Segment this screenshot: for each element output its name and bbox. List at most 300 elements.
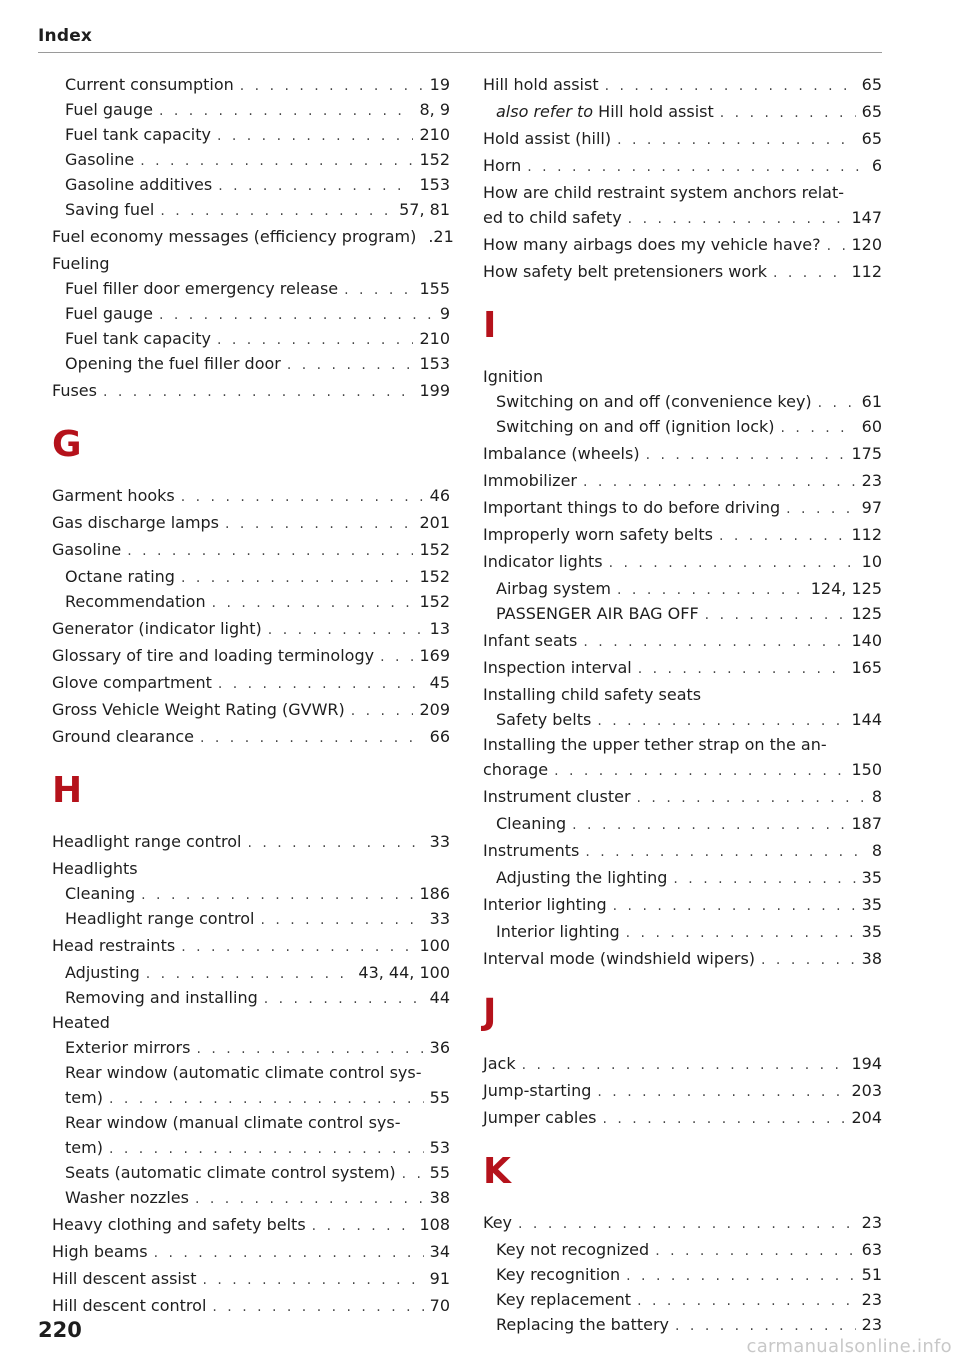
entry-page-number: 10 <box>861 552 882 571</box>
entry-label: Fuel tank capacity <box>65 125 211 144</box>
index-entry <box>52 510 450 535</box>
entry-label: Gross Vehicle Weight Rating (GVWR) <box>52 700 345 719</box>
entry-label: Adjusting <box>65 963 140 982</box>
index-entry <box>483 1078 882 1103</box>
entry-page-number: 53 <box>429 1138 450 1157</box>
entry-page-number: 55 <box>429 1163 450 1182</box>
dot-leader <box>212 1295 423 1320</box>
entry-page-number: 9 <box>439 304 450 323</box>
entry-page-number: 60 <box>861 417 882 436</box>
entry-label: Gas discharge lamps <box>52 513 220 532</box>
entry-page-number: 152 <box>419 567 450 586</box>
entry-label: Improperly worn safety belts <box>483 525 713 544</box>
entry-page-number: 155 <box>419 279 450 298</box>
entry-label: Switching on and off (convenience key) <box>496 392 812 411</box>
entry-label: PASSENGER AIR BAG OFF <box>496 604 699 623</box>
entry-label: Gasoline additives <box>65 175 213 194</box>
entry-label: Fuel economy messages (efficiency program) <box>52 227 417 246</box>
index-entry-line: Installing the upper tether strap on the an- <box>483 735 827 754</box>
entry-page-number: 100 <box>419 936 450 955</box>
entry-label: Heavy clothing and safety belts <box>52 1215 306 1234</box>
entry-page-number: 97 <box>861 498 882 517</box>
entry-page-number: 169 <box>419 646 450 665</box>
index-subentry <box>52 589 450 614</box>
entry-label: Key recognition <box>496 1265 621 1284</box>
dot-leader <box>719 524 846 549</box>
dot-leader <box>781 416 856 441</box>
entry-label: Glossary of tire and loading terminology <box>52 646 375 665</box>
entry-label: Washer nozzles <box>65 1188 189 1207</box>
dot-leader <box>196 1037 423 1062</box>
dot-leader <box>217 124 413 149</box>
dot-leader <box>761 948 856 973</box>
entry-label: Exterior mirrors <box>65 1038 191 1057</box>
entry-page-number: 203 <box>851 1081 882 1100</box>
entry-page-number: 108 <box>419 1215 450 1234</box>
entry-page-number: 209 <box>419 700 450 719</box>
entry-label: Generator (indicator light) <box>52 619 262 638</box>
entry-page-number: 63 <box>861 1240 882 1259</box>
entry-page-number: 175 <box>851 444 882 463</box>
entry-label: Key not recognized <box>496 1240 650 1259</box>
entry-page-number: .21 <box>428 227 454 246</box>
dot-leader <box>518 1212 856 1237</box>
entry-page-number: 152 <box>419 540 450 559</box>
entry-page-number: 210 <box>419 329 450 348</box>
entry-label: Octane rating <box>65 567 175 586</box>
dot-leader <box>109 1137 424 1162</box>
index-subentry <box>52 97 450 122</box>
index-entry <box>483 153 882 178</box>
dot-leader <box>109 1087 424 1112</box>
dot-leader <box>605 74 856 99</box>
dot-leader <box>181 485 424 510</box>
index-entry <box>52 1266 450 1291</box>
dot-leader <box>827 234 846 259</box>
index-subentry <box>52 906 450 931</box>
index-entry <box>483 72 882 97</box>
index-subentry <box>52 960 450 985</box>
index-entry <box>483 232 882 257</box>
watermark-text: carmanualsonline.info <box>746 1336 952 1357</box>
dot-leader <box>159 99 414 124</box>
entry-label: Recommendation <box>65 592 206 611</box>
index-entry <box>483 205 882 230</box>
entry-page-number: 140 <box>851 631 882 650</box>
entry-label: Replacing the battery <box>496 1315 670 1334</box>
index-subentry <box>52 122 450 147</box>
entry-page-number: 186 <box>419 884 450 903</box>
dot-leader <box>527 155 866 180</box>
dot-leader <box>705 603 846 628</box>
entry-label: Removing and installing <box>65 988 258 1007</box>
entry-label: Key <box>483 1213 513 1232</box>
dot-leader <box>673 867 855 892</box>
index-subentry <box>52 72 450 97</box>
index-heading: Heated <box>52 1013 110 1032</box>
index-entry <box>52 670 450 695</box>
index-subentry <box>483 1287 882 1312</box>
index-subentry <box>52 1185 450 1210</box>
entry-page-number: 44 <box>429 988 450 1007</box>
entry-label: Safety belts <box>496 710 592 729</box>
entry-label: Saving fuel <box>65 200 155 219</box>
entry-label: Headlight range control <box>52 832 242 851</box>
dot-leader <box>181 935 413 960</box>
entry-page-number: 65 <box>861 102 882 121</box>
dot-leader <box>617 578 805 603</box>
index-subentry <box>483 919 882 944</box>
index-column-right <box>483 72 882 1337</box>
entry-label: Imbalance (wheels) <box>483 444 640 463</box>
index-entry <box>52 643 450 668</box>
entry-label: Jump-starting <box>483 1081 592 1100</box>
dot-leader <box>638 657 846 682</box>
dot-leader <box>637 1289 856 1314</box>
dot-leader <box>351 699 414 724</box>
entry-page-number: 152 <box>419 592 450 611</box>
index-subentry <box>52 564 450 589</box>
index-entry <box>483 441 882 466</box>
dot-leader <box>597 1080 845 1105</box>
entry-page-number: 57, 81 <box>399 200 450 219</box>
index-entry <box>52 483 450 508</box>
index-entry <box>52 1212 450 1237</box>
dot-leader <box>200 726 424 751</box>
entry-label: Jack <box>483 1054 516 1073</box>
entry-page-number: 35 <box>861 868 882 887</box>
entry-label: Opening the fuel filler door <box>65 354 281 373</box>
page-header <box>38 26 882 53</box>
index-subentry <box>483 1237 882 1262</box>
dot-leader <box>154 1241 424 1266</box>
dot-leader <box>212 591 414 616</box>
dot-leader <box>720 101 856 126</box>
entry-label: How many airbags does my vehicle have? <box>483 235 821 254</box>
entry-label: Adjusting the lighting <box>496 868 668 887</box>
index-entry <box>52 1293 450 1318</box>
index-subentry <box>483 811 882 836</box>
section-letter: I <box>483 305 497 346</box>
entry-label: Instrument cluster <box>483 787 631 806</box>
index-entry <box>52 537 450 562</box>
dot-leader <box>773 261 845 286</box>
index-subentry <box>52 1160 450 1185</box>
index-heading: Installing child safety seats <box>483 685 702 704</box>
dot-leader <box>268 618 424 643</box>
entry-page-number: 36 <box>429 1038 450 1057</box>
entry-page-number: 23 <box>861 471 882 490</box>
dot-leader <box>181 566 414 591</box>
dot-leader <box>240 74 424 99</box>
entry-label: Interior lighting <box>496 922 620 941</box>
index-entry <box>483 655 882 680</box>
dot-leader <box>264 987 424 1012</box>
index-entry <box>52 224 454 249</box>
dot-leader <box>287 353 414 378</box>
dot-leader <box>146 962 353 987</box>
index-entry-line: Rear window (manual climate control sys- <box>65 1113 401 1132</box>
dot-leader <box>195 1187 424 1212</box>
entry-label: Jumper cables <box>483 1108 597 1127</box>
section-letter: G <box>52 424 82 465</box>
dot-leader <box>344 278 413 303</box>
index-subentry <box>483 1312 882 1337</box>
section-letter: H <box>52 770 83 811</box>
dot-leader <box>218 174 413 199</box>
entry-label: Horn <box>483 156 522 175</box>
entry-page-number: 204 <box>851 1108 882 1127</box>
index-entry <box>52 933 450 958</box>
index-entry <box>483 838 882 863</box>
section-letter: K <box>483 1151 511 1192</box>
dot-leader <box>818 391 856 416</box>
entry-page-number: 8 <box>871 787 882 806</box>
index-subentry <box>483 414 882 439</box>
dot-leader <box>613 894 856 919</box>
dot-leader <box>160 199 393 224</box>
index-entry <box>52 697 450 722</box>
entry-label: Current consumption <box>65 75 234 94</box>
section-letter: J <box>483 992 497 1033</box>
index-subentry <box>52 326 450 351</box>
entry-page-number: 55 <box>429 1088 450 1107</box>
dot-leader <box>572 813 845 838</box>
index-subentry <box>52 301 450 326</box>
entry-page-number: 65 <box>861 129 882 148</box>
entry-page-number: 23 <box>861 1315 882 1334</box>
entry-page-number: 112 <box>851 262 882 281</box>
dot-leader <box>127 539 413 564</box>
entry-label: Garment hooks <box>52 486 175 505</box>
entry-label: Gasoline <box>52 540 122 559</box>
entry-label: Immobilizer <box>483 471 577 490</box>
entry-label: chorage <box>483 760 549 779</box>
index-entry <box>483 946 882 971</box>
index-subentry <box>483 576 882 601</box>
index-heading: Fueling <box>52 254 110 273</box>
entry-label: Fuel gauge <box>65 304 153 323</box>
dot-leader <box>597 709 845 734</box>
entry-label: Fuel tank capacity <box>65 329 211 348</box>
dot-leader <box>402 1162 424 1187</box>
dot-leader <box>585 840 865 865</box>
index-column-left <box>52 72 454 1320</box>
entry-page-number: 19 <box>429 75 450 94</box>
entry-page-number: 23 <box>861 1213 882 1232</box>
entry-label: Instruments <box>483 841 580 860</box>
entry-label: ed to child safety <box>483 208 622 227</box>
index-subentry <box>52 1085 450 1110</box>
index-subentry <box>52 197 450 222</box>
entry-label-text: Hill hold assist <box>593 102 714 121</box>
entry-page-number: 165 <box>851 658 882 677</box>
entry-page-number: 124, 125 <box>810 579 882 598</box>
entry-page-number: 6 <box>871 156 882 175</box>
dot-leader <box>141 883 413 908</box>
dot-leader <box>609 551 856 576</box>
index-entry <box>483 468 882 493</box>
index-subentry <box>483 389 882 414</box>
entry-label: Cleaning <box>496 814 567 833</box>
index-entry <box>52 829 450 854</box>
dot-leader <box>202 1268 423 1293</box>
entry-page-number: 152 <box>419 150 450 169</box>
dot-leader <box>217 328 413 353</box>
entry-page-number: 65 <box>861 75 882 94</box>
entry-page-number: 199 <box>419 381 450 400</box>
entry-label: Key replacement <box>496 1290 632 1309</box>
entry-page-number: 35 <box>861 922 882 941</box>
dot-leader <box>554 759 845 784</box>
entry-label: Indicator lights <box>483 552 603 571</box>
entry-page-number: 153 <box>419 175 450 194</box>
index-subentry <box>52 985 450 1010</box>
entry-label: Hill descent control <box>52 1296 207 1315</box>
entry-label: Headlight range control <box>65 909 255 928</box>
entry-label: Fuses <box>52 381 97 400</box>
dot-leader <box>225 512 413 537</box>
entry-label: Ground clearance <box>52 727 194 746</box>
page-title: Index <box>38 26 93 46</box>
dot-leader <box>637 786 866 811</box>
index-heading: Ignition <box>483 367 544 386</box>
entry-label: How safety belt pretensioners work <box>483 262 767 281</box>
dot-leader <box>103 380 413 405</box>
entry-label: High beams <box>52 1242 148 1261</box>
page-number: 220 <box>38 1318 82 1342</box>
entry-page-number: 120 <box>851 235 882 254</box>
index-entry <box>483 495 882 520</box>
dot-leader <box>646 443 846 468</box>
entry-page-number: 8 <box>871 841 882 860</box>
dot-leader <box>159 303 434 328</box>
dot-leader <box>312 1214 414 1239</box>
entry-label: Inspection interval <box>483 658 632 677</box>
index-entry <box>483 892 882 917</box>
index-subentry <box>52 147 450 172</box>
entry-label: Infant seats <box>483 631 578 650</box>
index-entry <box>483 628 882 653</box>
index-entry <box>483 1051 882 1076</box>
entry-page-number: 210 <box>419 125 450 144</box>
dot-leader <box>626 921 856 946</box>
entry-page-number: 33 <box>429 832 450 851</box>
entry-label: Glove compartment <box>52 673 212 692</box>
index-entry <box>483 784 882 809</box>
index-entry <box>52 1239 450 1264</box>
entry-page-number: 43, 44, 100 <box>358 963 450 982</box>
index-entry <box>483 259 882 284</box>
entry-label: Fuel filler door emergency release <box>65 279 339 298</box>
index-entry <box>483 1105 882 1130</box>
dot-leader <box>786 497 856 522</box>
index-subentry <box>52 276 450 301</box>
entry-label: Switching on and off (ignition lock) <box>496 417 775 436</box>
index-entry <box>483 757 882 782</box>
index-entry <box>483 126 882 151</box>
entry-page-number: 144 <box>851 710 882 729</box>
entry-label: tem) <box>65 1088 103 1107</box>
entry-page-number: 38 <box>429 1188 450 1207</box>
index-entry <box>52 616 450 641</box>
entry-page-number: 51 <box>861 1265 882 1284</box>
index-subentry <box>483 601 882 626</box>
index-entry <box>483 549 882 574</box>
dot-leader <box>247 831 423 856</box>
entry-page-number: 61 <box>861 392 882 411</box>
index-subentry <box>483 865 882 890</box>
dot-leader <box>218 672 424 697</box>
index-entry <box>52 378 450 403</box>
dot-leader <box>260 908 423 933</box>
entry-page-number: 70 <box>429 1296 450 1315</box>
index-subentry <box>483 707 882 732</box>
dot-leader <box>617 128 856 153</box>
entry-label: Hold assist (hill) <box>483 129 612 148</box>
entry-label: Gasoline <box>65 150 135 169</box>
entry-page-number: 194 <box>851 1054 882 1073</box>
dot-leader <box>628 207 846 232</box>
entry-page-number: 147 <box>851 208 882 227</box>
entry-label: Head restraints <box>52 936 176 955</box>
dot-leader <box>583 630 845 655</box>
index-entry <box>52 724 450 749</box>
index-entry-line: Rear window (automatic climate control sys- <box>65 1063 422 1082</box>
entry-page-number: 187 <box>851 814 882 833</box>
entry-label: Airbag system <box>496 579 612 598</box>
entry-label: Interior lighting <box>483 895 607 914</box>
entry-page-number: 150 <box>851 760 882 779</box>
index-heading: Headlights <box>52 859 138 878</box>
dot-leader <box>583 470 856 495</box>
dot-leader <box>522 1053 846 1078</box>
entry-page-number: 125 <box>851 604 882 623</box>
index-subentry <box>52 351 450 376</box>
index-subentry <box>483 99 882 124</box>
entry-page-number: 8, 9 <box>419 100 450 119</box>
entry-page-number: 153 <box>419 354 450 373</box>
entry-label: tem) <box>65 1138 103 1157</box>
dot-leader <box>626 1264 856 1289</box>
entry-page-number: 38 <box>861 949 882 968</box>
index-entry <box>483 1210 882 1235</box>
entry-page-number: 13 <box>429 619 450 638</box>
entry-page-number: 34 <box>429 1242 450 1261</box>
index-subentry <box>52 1035 450 1060</box>
entry-page-number: 33 <box>429 909 450 928</box>
entry-page-number: 201 <box>419 513 450 532</box>
entry-page-number: 91 <box>429 1269 450 1288</box>
index-subentry <box>52 172 450 197</box>
dot-leader <box>603 1107 846 1132</box>
entry-crossref: also refer to <box>496 102 594 121</box>
entry-label <box>496 99 714 124</box>
entry-page-number: 46 <box>429 486 450 505</box>
index-entry <box>483 522 882 547</box>
entry-page-number: 35 <box>861 895 882 914</box>
dot-leader <box>140 149 413 174</box>
entry-label: Interval mode (windshield wipers) <box>483 949 756 968</box>
entry-label: Cleaning <box>65 884 136 903</box>
entry-label: Important things to do before driving <box>483 498 781 517</box>
entry-label: Hill descent assist <box>52 1269 197 1288</box>
index-entry-line: How are child restraint system anchors relat- <box>483 183 844 202</box>
entry-page-number: 66 <box>429 727 450 746</box>
entry-page-number: 23 <box>861 1290 882 1309</box>
dot-leader <box>380 645 413 670</box>
entry-page-number: 112 <box>851 525 882 544</box>
